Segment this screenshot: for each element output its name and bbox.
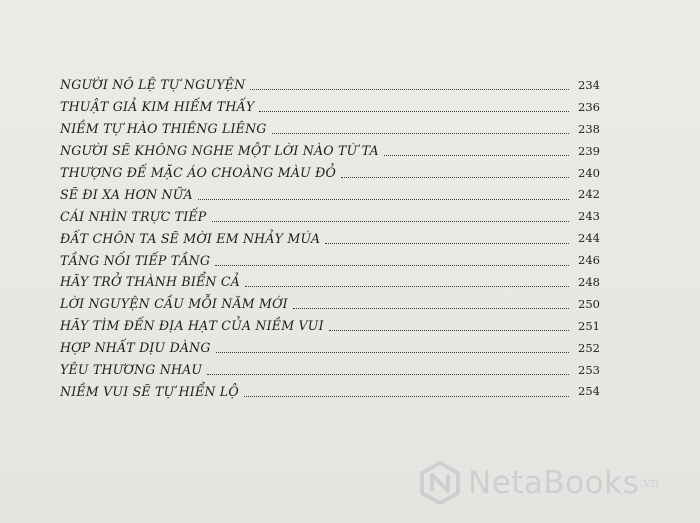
dotted-leader [259, 110, 569, 112]
toc-entry-title: HÃY TRỞ THÀNH BIỂN CẢ [60, 274, 240, 290]
toc-entry [60, 205, 600, 227]
toc-entry-title: LỜI NGUYỆN CẦU MỖI NĂM MỚI [60, 296, 288, 312]
toc-entry-page-number: 248 [578, 274, 600, 289]
toc-entry-page-number: 238 [578, 121, 600, 136]
toc-entry-title: TẦNG NỐI TIẾP TẦNG [60, 252, 211, 268]
toc-entry [60, 227, 600, 249]
toc-entry [60, 96, 600, 118]
toc-entry-page-number: 234 [578, 77, 600, 92]
toc-entry-page-number: 252 [578, 340, 600, 355]
toc-entry-page-number: 242 [578, 187, 600, 202]
dotted-leader [293, 307, 569, 309]
toc-entry-title: HỢP NHẤT DỊU DÀNG [60, 340, 211, 356]
dotted-leader [250, 88, 569, 90]
toc-entry-title: THUẬT GIẢ KIM HIẾM THẤY [60, 99, 255, 115]
toc-entry-title: NIỀM TỰ HÀO THIÊNG LIÊNG [60, 121, 267, 137]
toc-entry [60, 315, 600, 337]
netabooks-watermark [418, 460, 659, 506]
toc-entry [60, 359, 600, 381]
toc-entry-page-number: 254 [578, 384, 600, 399]
toc-entry [60, 74, 600, 96]
dotted-leader [207, 373, 569, 375]
dotted-leader [245, 285, 569, 287]
toc-entry-title: ĐẤT CHÔN TA SẼ MỜI EM NHẢY MÚA [60, 230, 321, 246]
toc-entry-page-number: 244 [578, 231, 600, 246]
toc-entry-page-number: 246 [578, 253, 600, 268]
toc-entry [60, 118, 600, 140]
toc-entry-page-number: 250 [578, 296, 600, 311]
toc-entry-title: HÃY TÌM ĐẾN ĐỊA HẠT CỦA NIỀM VUI [60, 318, 324, 334]
toc-entry [60, 293, 600, 315]
toc-entry-title: CÁI NHÌN TRỰC TIẾP [60, 208, 207, 224]
dotted-leader [341, 176, 569, 178]
toc-entry-page-number: 251 [578, 318, 600, 333]
toc-entry [60, 271, 600, 293]
dotted-leader [198, 198, 569, 200]
toc-entry-title: YÊU THƯƠNG NHAU [60, 362, 203, 378]
watermark-suffix: .vn [639, 475, 660, 491]
dotted-leader [215, 264, 569, 266]
dotted-leader [244, 395, 569, 397]
toc-entry-page-number: 243 [578, 209, 600, 224]
toc-entry-title: SẼ ĐI XA HƠN NỮA [60, 186, 193, 202]
dotted-leader [272, 132, 569, 134]
toc-entry-page-number: 253 [578, 362, 600, 377]
toc-entry-page-number: 240 [578, 165, 600, 180]
toc-entry [60, 140, 600, 162]
hexagon-n-logo-icon [418, 461, 462, 505]
toc-entry [60, 337, 600, 359]
toc-entry-title: THƯỢNG ĐẾ MẶC ÁO CHOÀNG MÀU ĐỎ [60, 165, 337, 180]
toc-entry-page-number: 236 [578, 99, 600, 114]
toc-entry [60, 249, 600, 271]
toc-entry [60, 183, 600, 205]
dotted-leader [329, 329, 569, 331]
toc-entry-title: NGƯỜI SẼ KHÔNG NGHE MỘT LỜI NÀO TỪ TA [60, 143, 379, 159]
watermark-brand: NetaBooks [468, 465, 640, 501]
toc-entry-page-number: 239 [578, 143, 600, 158]
toc-entry [60, 380, 600, 402]
toc-entry-title: NGƯỜI NÔ LỆ TỰ NGUYỆN [60, 77, 246, 93]
toc-entry-title: NIỀM VUI SẼ TỰ HIỂN LỘ [60, 383, 239, 399]
dotted-leader [384, 154, 569, 156]
dotted-leader [216, 351, 569, 353]
toc-entry [60, 162, 600, 184]
dotted-leader [212, 220, 570, 222]
table-of-contents [60, 74, 600, 402]
dotted-leader [325, 242, 569, 244]
